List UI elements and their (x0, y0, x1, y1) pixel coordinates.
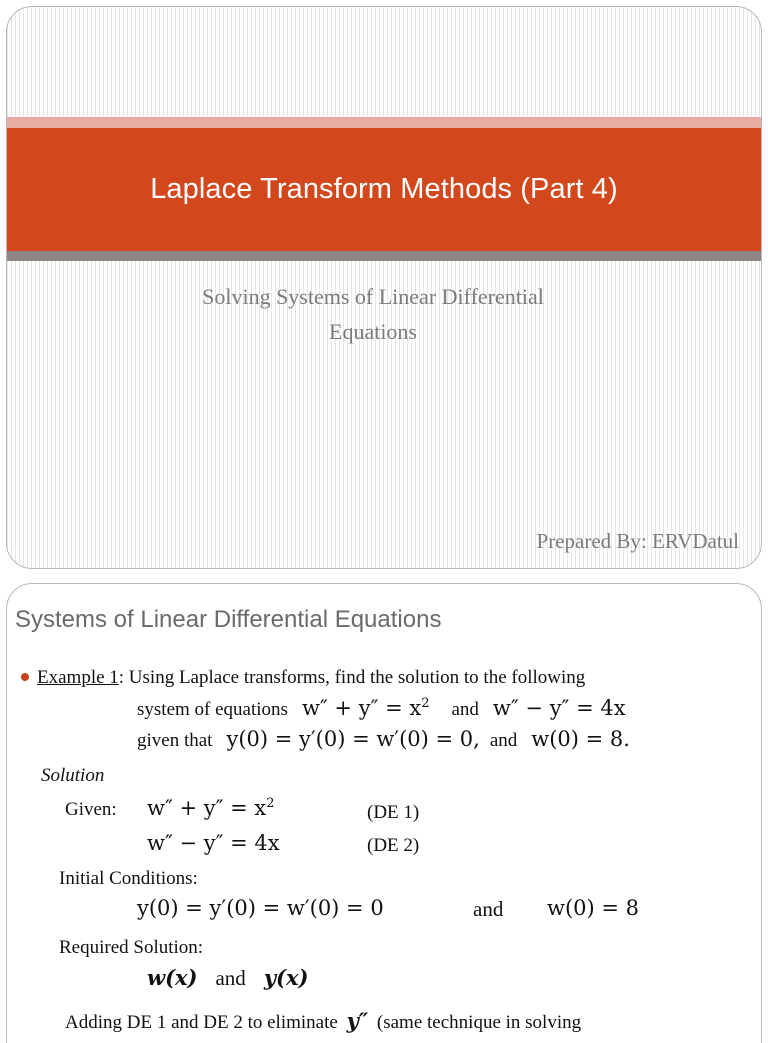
de1-equation (147, 796, 275, 820)
de2-tag: (DE 2) (367, 835, 420, 856)
equation-1-exponent: 2 (421, 696, 430, 711)
required-y: y(x) (263, 965, 309, 990)
required-w: w(x) (147, 965, 198, 990)
adding-tail: (same technique in solving (376, 1012, 582, 1033)
de1-tag: (DE 1) (367, 802, 420, 823)
required-and: and (215, 966, 246, 990)
initial-conditions-block: y(0) = y′(0) = w′(0) = 0 (137, 896, 384, 920)
adding-variable: y″ (346, 1008, 369, 1033)
equation-1-base: w″ + y″ = x (301, 696, 422, 720)
de1-exponent: 2 (266, 796, 275, 811)
accent-band-gray (7, 251, 761, 261)
required-solution-values (147, 965, 308, 991)
system-label: system of equations (137, 699, 288, 720)
given-label: Given: (65, 799, 117, 820)
initial-conditions-inline: y(0) = y′(0) = w′(0) = 0, (226, 727, 480, 751)
slide-subtitle (7, 279, 739, 349)
solution-label: Solution (41, 765, 105, 786)
equation-1 (302, 696, 430, 720)
given-that-label: given that (137, 730, 213, 751)
subtitle-line-1: Solving Systems of Linear Differential (202, 284, 544, 309)
accent-band-pink (7, 117, 761, 128)
title-band (7, 128, 761, 251)
equation-2: w″ − y″ = 4x (492, 696, 626, 720)
example-label: Example 1 (37, 667, 119, 688)
initial-conditions-and: and (473, 897, 504, 921)
content-slide-title: Systems of Linear Differential Equations (15, 606, 442, 633)
content-slide (6, 583, 762, 1043)
subtitle-line-2: Equations (329, 319, 417, 344)
example-line (21, 667, 585, 689)
system-line (137, 696, 626, 721)
bullet-icon (21, 673, 29, 681)
adding-text: Adding DE 1 and DE 2 to eliminate (65, 1012, 338, 1033)
slide-title: Laplace Transform Methods (Part 4) (150, 173, 618, 205)
w0-block: w(0) = 8 (547, 896, 640, 920)
prepared-by: Prepared By: ERVDatul (536, 529, 739, 553)
w0-inline: w(0) = 8. (531, 727, 630, 751)
required-solution-label: Required Solution: (59, 937, 204, 958)
given-that-line (137, 727, 630, 752)
adding-line (65, 1008, 581, 1034)
initial-conditions-label: Initial Conditions: (59, 868, 198, 889)
and-label-2: and (489, 730, 518, 751)
example-intro: : Using Laplace transforms, find the solution to the following (118, 667, 586, 688)
title-slide (6, 6, 762, 569)
de1-base: w″ + y″ = x (147, 796, 267, 820)
de2-equation: w″ − y″ = 4x (147, 831, 280, 855)
and-label: and (451, 699, 479, 720)
